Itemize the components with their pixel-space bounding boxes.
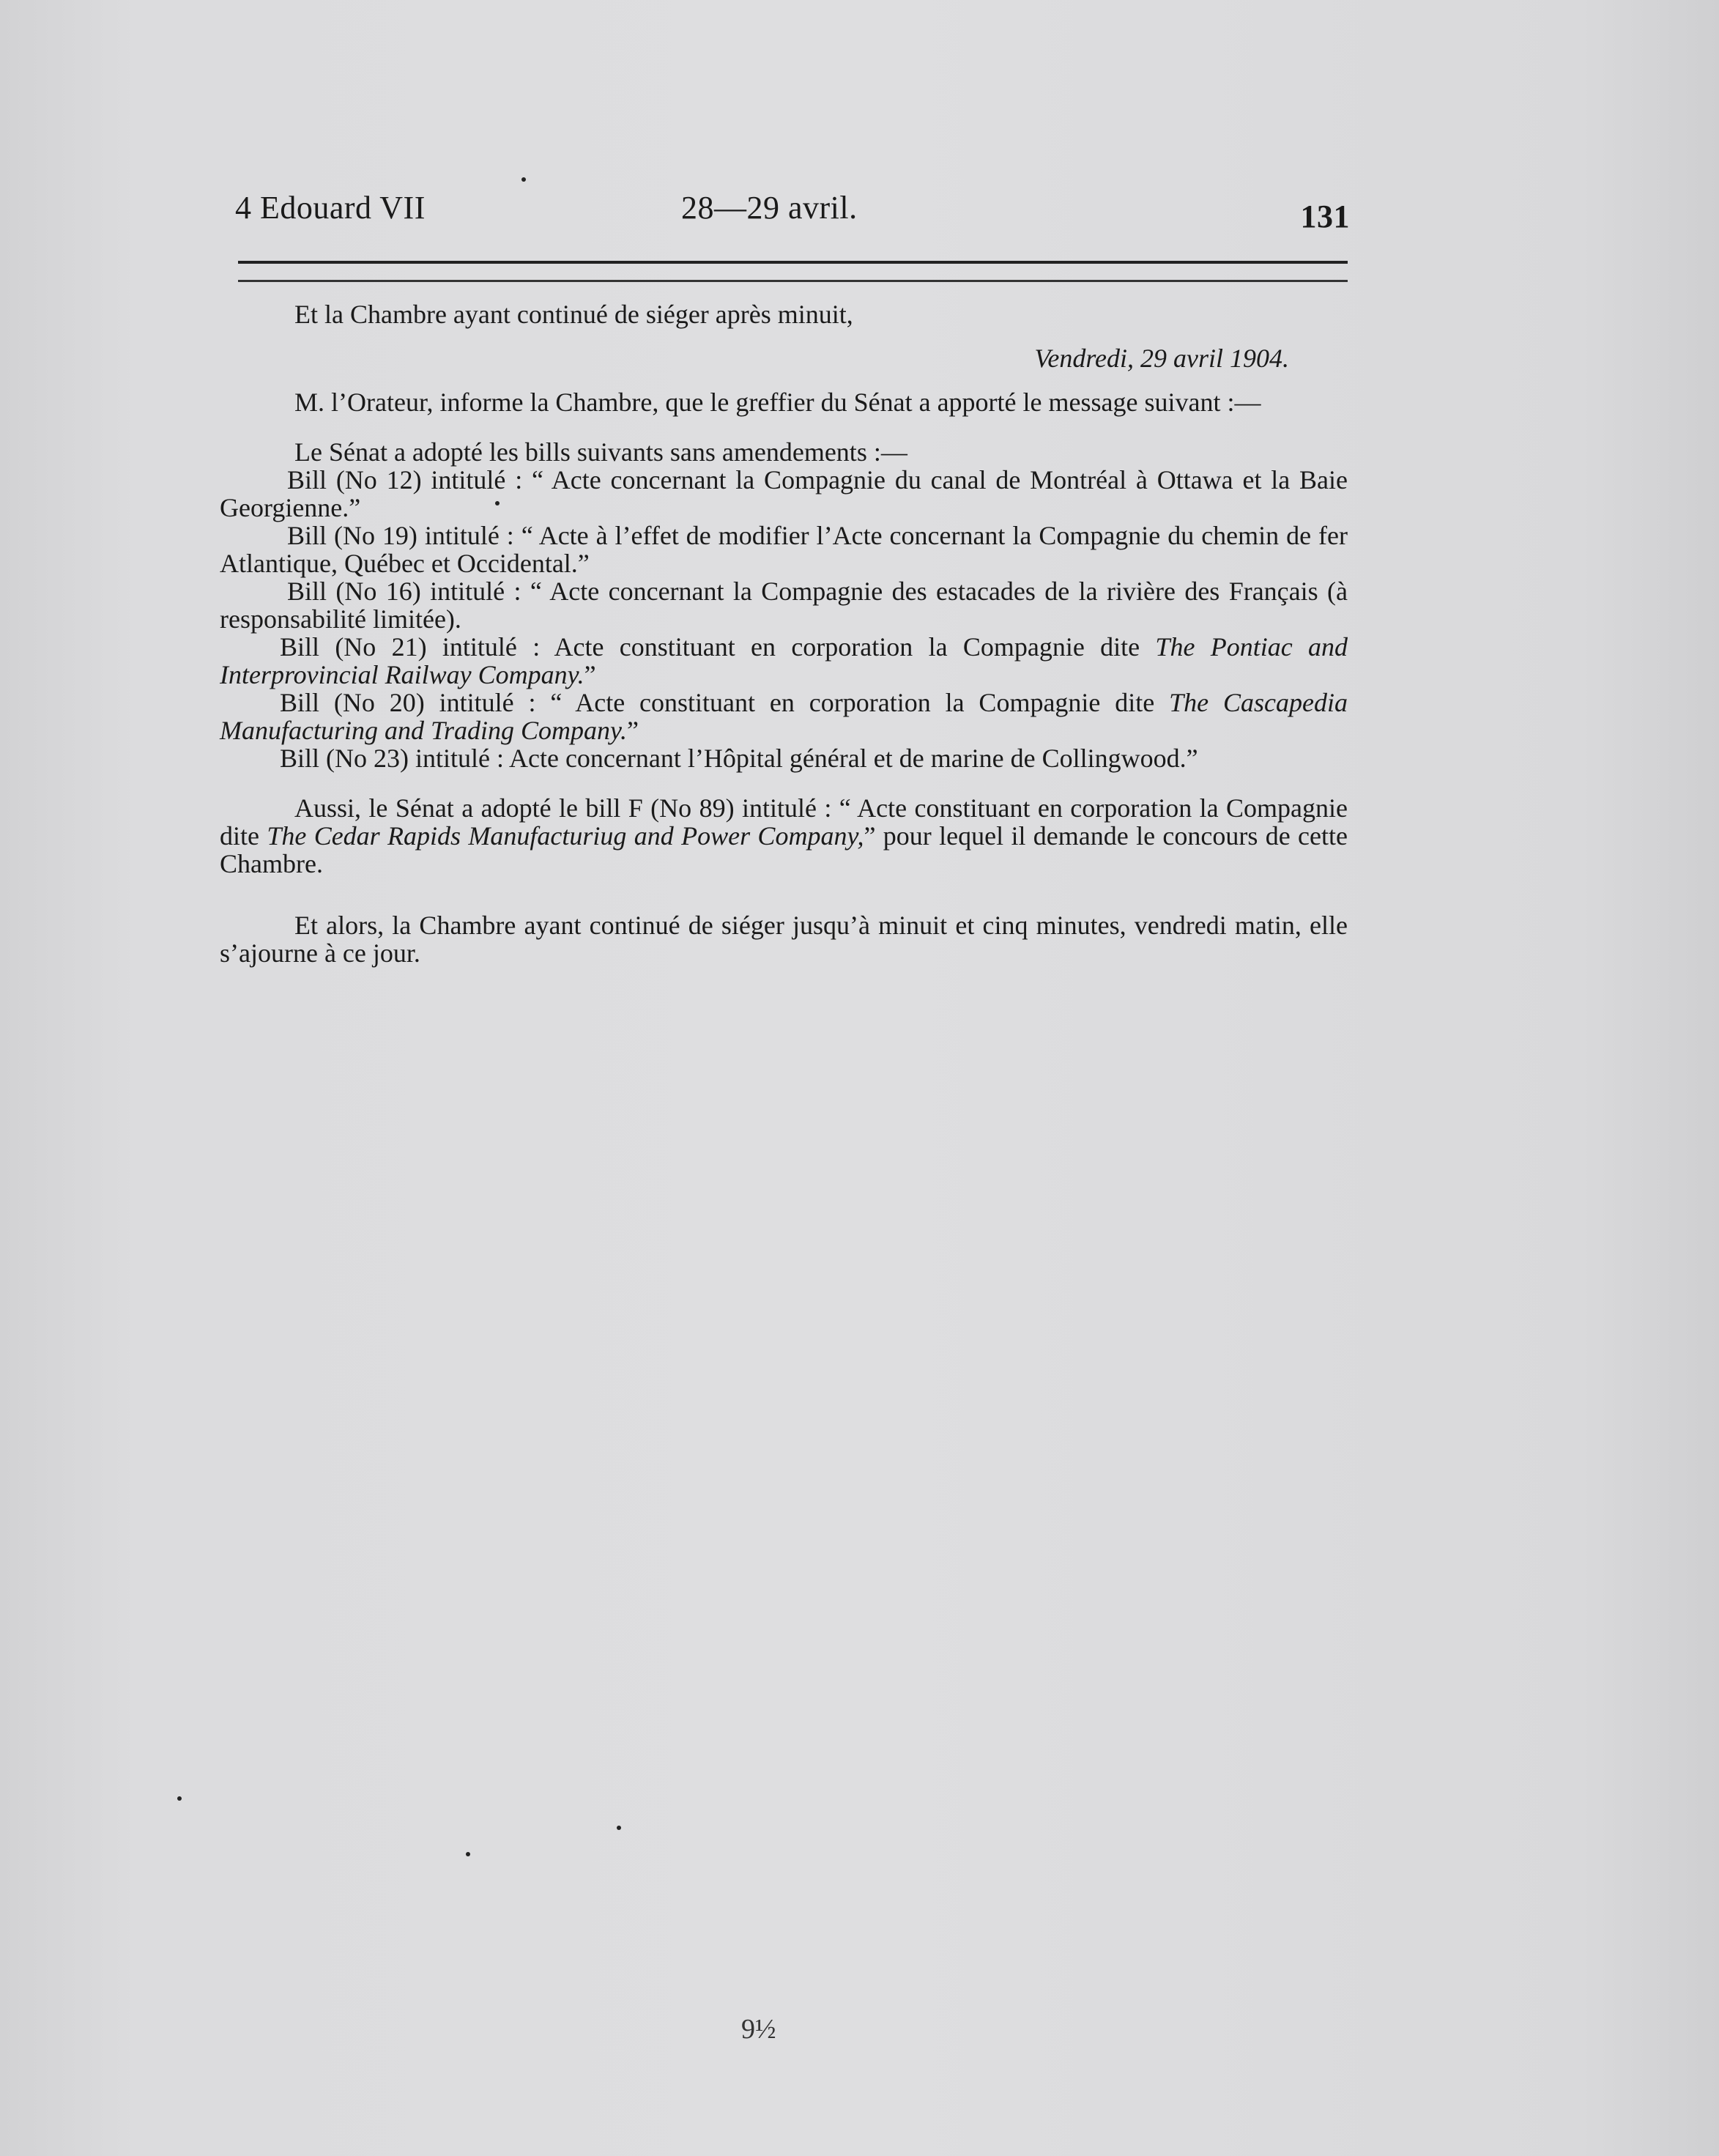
running-header [233, 189, 1354, 248]
bill-21-close: ” [584, 660, 596, 689]
dateline: Vendredi, 29 avril 1904. [1034, 344, 1289, 373]
paragraph-bill-12: Bill (No 12) intitulé : “ Acte concernant la Compagnie du canal de Montréal à Ottawa et la Baie Georgienne.” [220, 465, 1348, 522]
bill-89-text: Aussi, le Sénat a adopté le bill F (No 89) intitulé : “ Acte constituant en corporation la Compagnie dite [220, 793, 1348, 851]
paragraph-speaker-message: M. l’Orateur, informe la Chambre, que le greffier du Sénat a apporté le message suivant :— [294, 388, 1261, 417]
paragraph-bill-f-89 [220, 794, 1348, 878]
paragraph-sitting-continued: Et la Chambre ayant continué de siéger après minuit, [294, 300, 853, 329]
page-number: 131 [1300, 199, 1350, 234]
paragraph-bill-16: Bill (No 16) intitulé : “ Acte concernant la Compagnie des estacades de la rivière des Français (à responsabilité limitée). [220, 577, 1348, 634]
bill-21-text: Bill (No 21) intitulé : Acte constituant en corporation la Compagnie dite [280, 632, 1156, 662]
bill-20-text: Bill (No 20) intitulé : “ Acte constituant en corporation la Compagnie dite [280, 688, 1170, 717]
header-rule-thick [238, 261, 1348, 264]
speck [521, 177, 526, 182]
paragraph-bill-19: Bill (No 19) intitulé : “ Acte à l’effet de modifier l’Acte concernant la Compagnie du chemin de fer Atlantique, Québec et Occidental.” [220, 521, 1348, 578]
header-rule-thin [238, 280, 1348, 282]
signature-mark: 9½ [741, 2014, 776, 2045]
paragraph-bill-20 [220, 689, 1348, 744]
header-date: 28—29 avril. [681, 190, 858, 226]
paragraph-bill-23: Bill (No 23) intitulé : Acte concernant l’Hôpital général et de marine de Collingwood.” [280, 744, 1198, 773]
speck [466, 1852, 470, 1856]
bill-20-close: ” [627, 716, 639, 745]
paragraph-adjournment: Et alors, la Chambre ayant continué de siéger jusqu’à minuit et cinq minutes, vendredi matin, elle s’ajourne à ce jour. [220, 911, 1348, 968]
journal-body [220, 300, 1348, 967]
speck [177, 1796, 182, 1801]
bill-20-company-name: The Cascapedia Manufacturing and Trading Company. [220, 688, 1348, 745]
paragraph-bills-adopted: Le Sénat a adopté les bills suivants sans amendements :— [294, 437, 907, 467]
bill-89-close: ” pour lequel il demande le concours de cette Chambre. [220, 821, 1348, 878]
speck [495, 501, 500, 505]
bill-21-company-name: The Pontiac and Interprovincial Railway Company. [220, 632, 1348, 689]
speck [617, 1826, 621, 1830]
bill-89-company-name: The Cedar Rapids Manufacturiug and Power Company, [267, 821, 864, 851]
paragraph-bill-21 [220, 633, 1348, 689]
header-regnal-year: 4 Edouard VII [235, 190, 426, 226]
